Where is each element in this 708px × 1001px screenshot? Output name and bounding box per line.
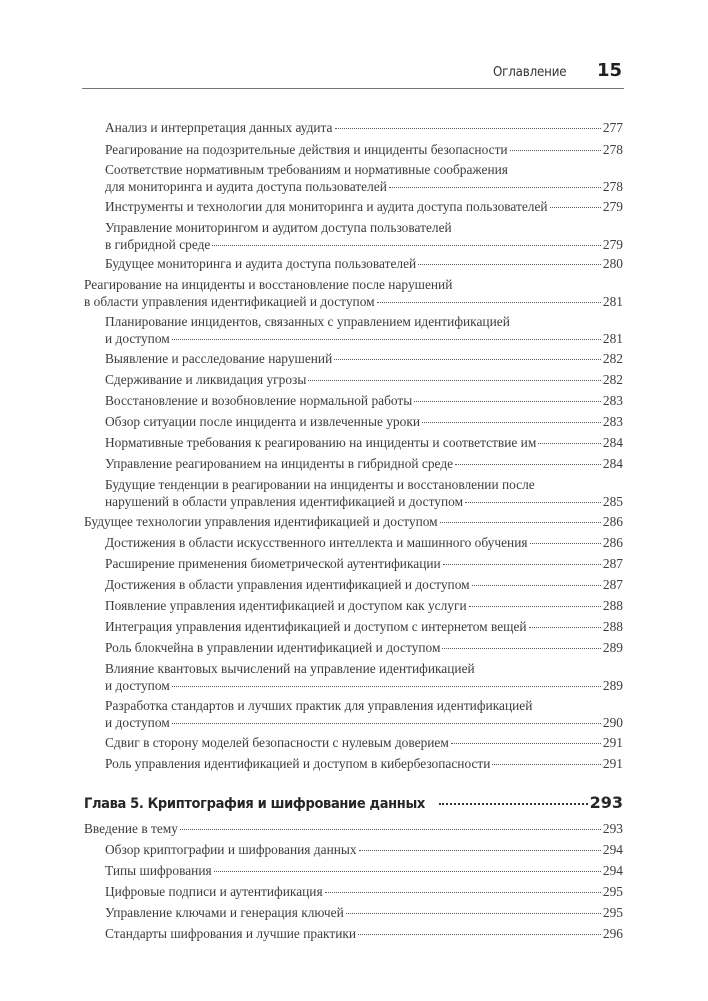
toc-entry-line <box>105 534 623 551</box>
toc-entry-title: Расширение применения биометрической аутентификации <box>105 556 441 571</box>
toc-entry[interactable] <box>105 697 623 731</box>
page-number: 15 <box>596 60 622 81</box>
toc-entry-line <box>105 392 623 409</box>
toc-entry-title: Глава 5. Криптография и шифрование данных <box>84 796 425 812</box>
toc-entry[interactable] <box>105 660 623 694</box>
toc-entry-line <box>105 198 623 215</box>
toc-page-number: 293 <box>602 821 623 836</box>
toc-entry-line <box>105 219 623 236</box>
dot-leader <box>530 543 601 544</box>
toc-page-number: 293 <box>589 793 623 812</box>
toc-entry-line <box>105 734 623 751</box>
dot-leader <box>469 606 601 607</box>
toc-entry-line <box>105 755 623 772</box>
toc-entry-line <box>105 455 623 472</box>
toc-entry-line <box>105 677 623 694</box>
toc-entry-title: Введение в тему <box>84 821 178 836</box>
toc-entry-line <box>84 513 623 530</box>
toc-page-number: 288 <box>602 619 623 634</box>
toc-entry-line <box>105 576 623 593</box>
toc-page-number: 282 <box>602 372 623 387</box>
dot-leader <box>443 564 601 565</box>
toc-entry-title: Сдерживание и ликвидация угрозы <box>105 372 307 387</box>
toc-entry-line <box>84 820 623 837</box>
dot-leader <box>346 913 601 914</box>
toc-entry[interactable] <box>105 841 623 858</box>
toc-entry-title: Выявление и расследование нарушений <box>105 351 333 366</box>
toc-entry-line <box>105 330 623 347</box>
toc-page-number: 285 <box>602 494 623 509</box>
toc-page-number: 278 <box>602 179 623 194</box>
toc-entry-title: Соответствие нормативным требованиям и нормативные соображения <box>105 162 508 177</box>
header-title: Оглавление <box>492 64 566 80</box>
dot-leader <box>308 380 601 381</box>
toc-entry-title: Управление реагированием на инциденты в гибридной среде <box>105 456 454 471</box>
dot-leader <box>538 443 601 444</box>
toc-page-number: 295 <box>602 905 623 920</box>
toc-entry-line <box>105 639 623 656</box>
toc-entry-title: Появление управления идентификацией и доступом как услуги <box>105 598 467 613</box>
toc-entry[interactable] <box>105 141 623 158</box>
dot-leader <box>172 723 601 724</box>
toc-entry-line <box>105 178 623 195</box>
toc-entry[interactable] <box>105 597 623 614</box>
toc-entry-line <box>105 660 623 677</box>
dot-leader <box>418 264 601 265</box>
toc-page-number: 289 <box>602 678 623 693</box>
toc-entry[interactable] <box>84 820 623 837</box>
toc-entry-line <box>105 413 623 430</box>
toc-entry-title: Планирование инцидентов, связанных с управлением идентификацией <box>105 314 510 329</box>
toc-entry-line <box>105 141 623 158</box>
toc-entry-line <box>105 476 623 493</box>
toc-page-number: 287 <box>602 577 623 592</box>
toc-entry-title: в гибридной среде <box>105 237 211 252</box>
toc-chapter-entry[interactable] <box>84 794 623 813</box>
toc-entry-line <box>105 313 623 330</box>
toc-entry-line <box>105 555 623 572</box>
dot-leader <box>335 128 601 129</box>
toc-entry[interactable] <box>105 755 623 772</box>
dot-leader <box>212 245 601 246</box>
toc-entry[interactable] <box>105 925 623 942</box>
toc-page-number: 288 <box>602 598 623 613</box>
dot-leader <box>442 648 600 649</box>
toc-entry-line <box>105 697 623 714</box>
dot-leader <box>510 150 601 151</box>
toc-entry[interactable] <box>105 555 623 572</box>
toc-page-number: 279 <box>602 199 623 214</box>
toc-entry[interactable] <box>105 219 623 253</box>
toc-page-number: 283 <box>602 393 623 408</box>
toc-entry-title: в области управления идентификацией и доступом <box>84 294 375 309</box>
toc-entry-title: Влияние квантовых вычислений на управление идентификацией <box>105 661 475 676</box>
toc-entry-title: Будущее мониторинга и аудита доступа пользователей <box>105 256 417 271</box>
toc-entry[interactable] <box>105 883 623 900</box>
dot-leader <box>358 934 601 935</box>
toc-page-number: 291 <box>602 756 623 771</box>
toc-entry-title: Интеграция управления идентификацией и доступом с интернетом вещей <box>105 619 527 634</box>
toc-entry-title: нарушений в области управления идентификацией и доступом <box>105 494 464 509</box>
toc-page-number: 287 <box>602 556 623 571</box>
dot-leader <box>422 422 601 423</box>
toc-entry-line <box>105 434 623 451</box>
toc-entry-line <box>105 841 623 858</box>
toc-entry[interactable] <box>105 350 623 367</box>
toc-page-number: 283 <box>602 414 623 429</box>
dot-leader <box>455 464 601 465</box>
dot-leader <box>451 743 601 744</box>
toc-entry-line <box>105 161 623 178</box>
toc-entry-title: Управление ключами и генерация ключей <box>105 905 344 920</box>
toc-page-number: 280 <box>602 256 623 271</box>
toc-entry-title: и доступом <box>105 331 170 346</box>
toc-entry[interactable] <box>105 904 623 921</box>
toc-page-number: 289 <box>602 640 623 655</box>
toc-entry-title: Достижения в области управления идентификацией и доступом <box>105 577 470 592</box>
toc-entry-title: Реагирование на инциденты и восстановление после нарушений <box>84 277 453 292</box>
toc-entry[interactable] <box>105 476 623 510</box>
toc-entry-title: Обзор криптографии и шифрования данных <box>105 842 357 857</box>
toc-entry[interactable] <box>105 434 623 451</box>
dot-leader <box>172 339 601 340</box>
toc-entry-line <box>105 862 623 879</box>
toc-entry[interactable] <box>105 734 623 751</box>
toc-page-number: 295 <box>602 884 623 899</box>
toc-entry-title: Разработка стандартов и лучших практик для управления идентификацией <box>105 698 533 713</box>
toc-page-number: 281 <box>602 294 623 309</box>
toc-page-number: 281 <box>602 331 623 346</box>
toc-entry-line <box>105 236 623 253</box>
toc-page-number: 294 <box>602 863 623 878</box>
dot-leader <box>439 803 588 805</box>
dot-leader <box>377 302 601 303</box>
toc-entry-title: Сдвиг в сторону моделей безопасности с нулевым доверием <box>105 735 449 750</box>
toc-entry-line <box>105 925 623 942</box>
dot-leader <box>472 585 601 586</box>
dot-leader <box>180 829 601 830</box>
toc-page-number: 294 <box>602 842 623 857</box>
toc-entry-title: и доступом <box>105 678 170 693</box>
toc-entry[interactable] <box>105 455 623 472</box>
toc-entry-line <box>105 714 623 731</box>
dot-leader <box>172 686 601 687</box>
toc-entry[interactable] <box>105 639 623 656</box>
toc-entry[interactable] <box>105 313 623 347</box>
toc-page-number: 284 <box>602 435 623 450</box>
toc-entry-title: Типы шифрования <box>105 863 212 878</box>
dot-leader <box>465 502 601 503</box>
dot-leader <box>550 207 601 208</box>
toc-entry[interactable] <box>105 576 623 593</box>
toc-entry-title: Роль блокчейна в управлении идентификацией и доступом <box>105 640 441 655</box>
toc-entry-title: Достижения в области искусственного интеллекта и машинного обучения <box>105 535 528 550</box>
toc-page-number: 291 <box>602 735 623 750</box>
toc-entry-line <box>105 493 623 510</box>
toc-entry-line <box>105 618 623 635</box>
toc-entry-title: Управление мониторингом и аудитом доступа пользователей <box>105 220 452 235</box>
toc-entry-title: для мониторинга и аудита доступа пользователей <box>105 179 387 194</box>
toc-page-number: 296 <box>602 926 623 941</box>
toc-entry-line <box>105 904 623 921</box>
toc-page-number: 279 <box>602 237 623 252</box>
toc-entry[interactable] <box>105 161 623 195</box>
toc-entry-title: Реагирование на подозрительные действия и инциденты безопасности <box>105 142 508 157</box>
toc-entry-line <box>105 350 623 367</box>
toc-entry-line <box>105 371 623 388</box>
toc-entry[interactable] <box>105 618 623 635</box>
toc-entry[interactable] <box>105 119 623 136</box>
toc-entry[interactable] <box>105 413 623 430</box>
toc-entry-line <box>105 883 623 900</box>
toc-entry-title: и доступом <box>105 715 170 730</box>
toc-entry-line <box>84 794 623 813</box>
dot-leader <box>414 401 601 402</box>
toc-entry-title: Инструменты и технологии для мониторинга и аудита доступа пользователей <box>105 199 548 214</box>
toc-entry[interactable] <box>84 276 623 310</box>
toc-entry[interactable] <box>105 255 623 272</box>
toc-entry-title: Роль управления идентификацией и доступом в кибербезопасности <box>105 756 491 771</box>
toc-entry-line <box>105 255 623 272</box>
toc-entry[interactable] <box>105 534 623 551</box>
running-header <box>82 58 624 89</box>
dot-leader <box>389 187 601 188</box>
toc-entry[interactable] <box>105 392 623 409</box>
dot-leader <box>334 359 601 360</box>
dot-leader <box>214 871 601 872</box>
toc-entry[interactable] <box>105 862 623 879</box>
toc-page-number: 282 <box>602 351 623 366</box>
toc-page-number: 286 <box>602 535 623 550</box>
toc-entry-title: Нормативные требования к реагированию на инциденты и соответствие им <box>105 435 537 450</box>
toc-entry-title: Будущие тенденции в реагировании на инциденты и восстановлении после <box>105 477 535 492</box>
toc-page-number: 286 <box>602 514 623 529</box>
dot-leader <box>529 627 601 628</box>
toc-entry-line <box>84 293 623 310</box>
toc-entry-title: Анализ и интерпретация данных аудита <box>105 120 333 135</box>
toc-entry-title: Стандарты шифрования и лучшие практики <box>105 926 357 941</box>
toc-entry[interactable] <box>105 371 623 388</box>
dot-leader <box>492 764 600 765</box>
toc-entry-title: Обзор ситуации после инцидента и извлеченные уроки <box>105 414 420 429</box>
toc-entry-title: Восстановление и возобновление нормальной работы <box>105 393 413 408</box>
dot-leader <box>440 522 601 523</box>
toc-entry-title: Будущее технологии управления идентификацией и доступом <box>84 514 438 529</box>
toc-entry-line <box>105 597 623 614</box>
toc-page-number: 284 <box>602 456 623 471</box>
toc-entry-title: Цифровые подписи и аутентификация <box>105 884 323 899</box>
toc-entry-line <box>84 276 623 293</box>
toc-entry[interactable] <box>105 198 623 215</box>
toc-page-number: 278 <box>602 142 623 157</box>
toc-page-number: 290 <box>602 715 623 730</box>
toc-page-number: 277 <box>602 120 623 135</box>
dot-leader <box>359 850 601 851</box>
toc-entry[interactable] <box>84 513 623 530</box>
dot-leader <box>325 892 601 893</box>
toc-entry-line <box>105 119 623 136</box>
